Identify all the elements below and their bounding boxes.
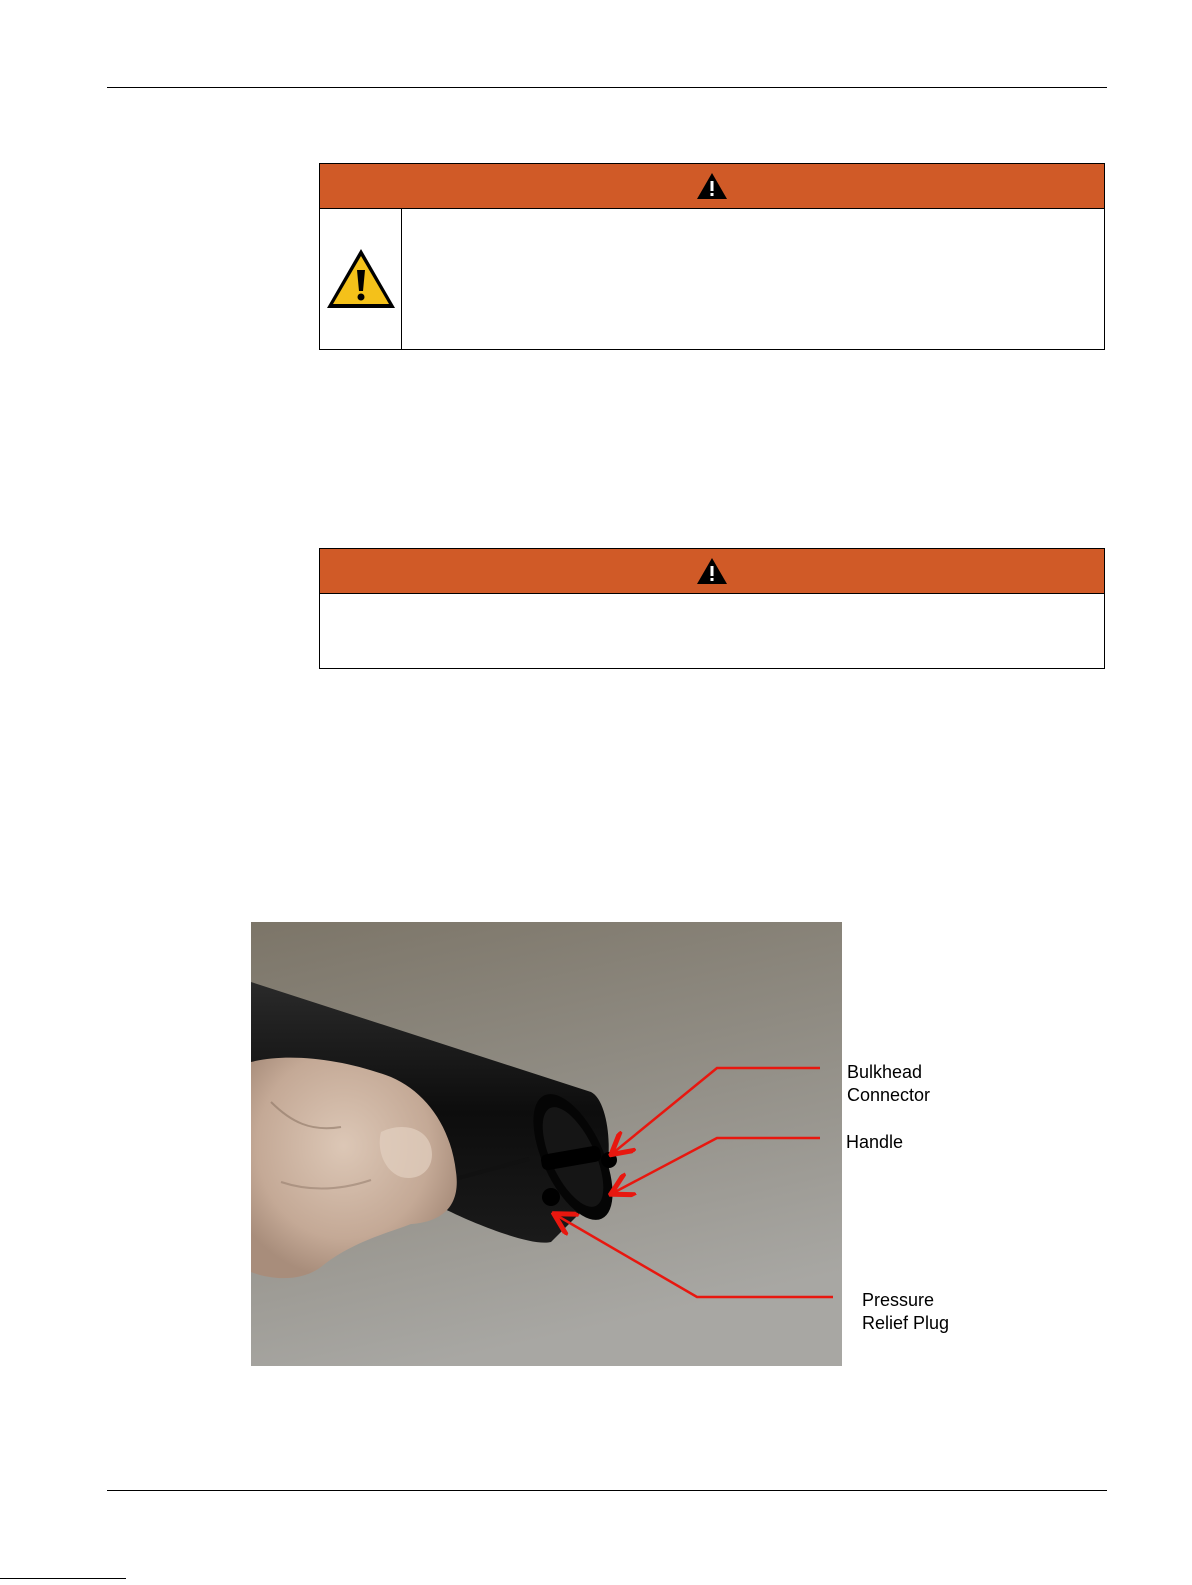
- warning-box-1: [319, 163, 1105, 350]
- pressure-relief-plug-label: Pressure Relief Plug: [862, 1290, 950, 1333]
- warning-header: [320, 164, 1104, 209]
- housing-photo: [251, 922, 842, 1366]
- warning-header: [320, 549, 1104, 594]
- warning-body: [320, 209, 1104, 350]
- warning-body: [320, 594, 1104, 669]
- housing-photo-illustration: [251, 922, 842, 1366]
- warning-triangle-icon: [696, 172, 728, 200]
- caution-sign-icon: [325, 247, 397, 311]
- warning-triangle-icon: [696, 557, 728, 585]
- footer-rule: [107, 1490, 1107, 1491]
- warning-icon-cell: [320, 209, 402, 350]
- bulkhead-connector-label: Bulkhead Connector: [847, 1062, 931, 1105]
- header-rule: [107, 87, 1107, 88]
- footnote-rule: [0, 1578, 126, 1579]
- handle-label: Handle: [846, 1132, 904, 1152]
- warning-box-2: [319, 548, 1105, 669]
